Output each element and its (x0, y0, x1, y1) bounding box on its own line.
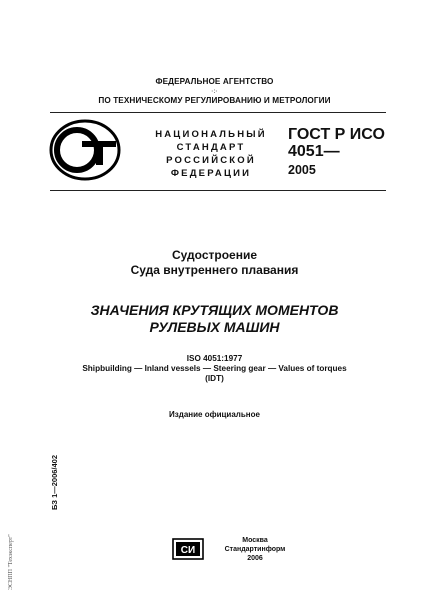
agency-name-line1: ФЕДЕРАЛЬНОЕ АГЕНТСТВО (155, 77, 274, 86)
main-title-line-1: ЗНАЧЕНИЯ КРУТЯЩИХ МОМЕНТОВ (90, 302, 339, 318)
publisher-name: Стандартинформ (224, 546, 286, 553)
gost-number (288, 126, 385, 160)
subject-line-1: Судостроение (171, 248, 257, 262)
rst-logo (48, 118, 126, 182)
iso-code: ISO 4051:1977 (186, 354, 243, 363)
header-rule-bottom (50, 190, 386, 191)
gost-line-1: ГОСТ Р ИСО (288, 126, 385, 143)
publisher-logo (172, 538, 204, 560)
gost-year: 2005 (288, 163, 316, 177)
main-title-line-2: РУЛЕВЫХ МАШИН (149, 319, 280, 335)
publisher-logo-text: СИ (180, 545, 196, 556)
publisher-year: 2006 (247, 555, 263, 562)
national-line-3: РОССИЙСКОЙ (166, 155, 256, 166)
national-line-2: СТАНДАРТ (176, 142, 246, 153)
header-rule-top (50, 112, 386, 113)
national-standard-label (148, 128, 274, 180)
subject-line-2: Суда внутреннего плавания (130, 263, 299, 277)
publisher-block (212, 536, 298, 563)
gost-line-2: 4051— (288, 143, 340, 160)
iso-idt: (IDT) (205, 374, 224, 383)
national-line-1: НАЦИОНАЛЬНЫЙ (155, 129, 267, 140)
publisher-city: Москва (242, 537, 268, 544)
national-line-4: ФЕДЕРАЦИИ (170, 168, 252, 179)
iso-english-title: Shipbuilding — Inland vessels — Steering gear — Values of torques (82, 364, 347, 373)
stamp-text: ЭСНПП "Техэксперт" (8, 534, 14, 590)
agency-name-line2: ПО ТЕХНИЧЕСКОМУ РЕГУЛИРОВАНИЮ И МЕТРОЛОГИИ (98, 96, 331, 105)
bz-code: БЗ 1—2006/402 (50, 454, 59, 510)
edition-label: Издание официальное (169, 410, 260, 419)
agency-mark: ·:· (211, 89, 218, 95)
